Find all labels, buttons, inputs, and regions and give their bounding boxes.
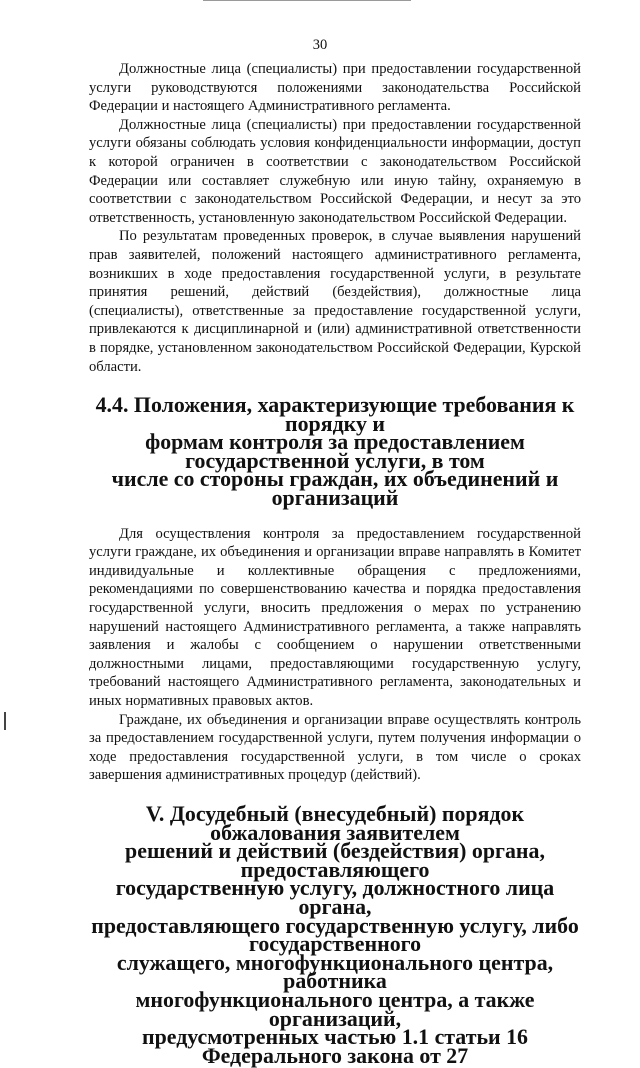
section-4-4-heading-line: формам контроля за предоставлением государственной услуги, в том	[145, 429, 525, 473]
paragraph-confidentiality: Должностные лица (специалисты) при предоставлении государственной услуги обязаны соблюдать условия конфиденциальности информации, доступ к которой ограничен в соответствии с законодательством Российской Федерации или составляет служебную или иную тайну, охраняемую в соответствии с законодательством Российской Федерации, и несут за это ответственность, установленную законодательством Российской Федерации.	[89, 116, 581, 226]
section-5-heading-line: служащего, многофункционального центра, работника	[116, 949, 554, 994]
section-5-heading-line: предоставляющего государственную услугу, либо государственного	[91, 912, 579, 957]
paragraph-citizens-rights: Граждане, их объединения и организации вправе осуществлять контроль за предоставлением государственной услуги, путем получения информации о ходе предоставления государственной услуги, в том числе о сроках завершения административных процедур (действий).	[89, 711, 581, 784]
section-5-heading	[89, 800, 581, 1068]
section-5-heading-line: решений и действий (бездействия) органа, предоставляющего	[125, 838, 545, 882]
section-4-4-heading-line: числе со стороны граждан, их объединений и организаций	[111, 466, 559, 511]
scan-top-edge	[203, 0, 411, 1]
paragraph-inspection-results: По результатам проведенных проверок, в случае выявления нарушений прав заявителей, положений настоящего административного регламента, возникших в ходе предоставления государственной услуги, в результате принятия решений, действий (бездействия), должностные лица (специалисты), ответственные за предоставление государственной услуги, привлекаются к дисциплинарной и (или) административной ответственности в порядке, установленном законодательством Российской Федерации, Курской области.	[89, 228, 581, 375]
section-5-heading-line: V. Досудебный (внесудебный) порядок обжалования заявителем	[145, 800, 525, 845]
section-5-heading-line: предусмотренных частью 1.1 статьи 16 Федерального закона от 27	[142, 1024, 528, 1068]
page-number: 30	[312, 37, 328, 53]
section-5-heading-line: государственную услугу, должностного лица органа,	[115, 875, 555, 919]
section-5-heading-line: многофункционального центра, а также организаций,	[135, 986, 535, 1031]
section-4-4-heading	[89, 392, 581, 511]
section-4-4-heading-line: 4.4. Положения, характеризующие требования к порядку и	[95, 392, 575, 436]
paragraph-officials-guided: Должностные лица (специалисты) при предоставлении государственной услуги руководствуются положениями законодательства Российской Федерации и настоящего Административного регламента.	[89, 61, 581, 115]
document-body	[89, 60, 581, 1068]
paragraph-citizens-control: Для осуществления контроля за предоставлением государственной услуги граждане, их объединения и организации вправе направлять в Комитет индивидуальные и коллективные обращения с предложениями, рекомендациями по совершенствованию качества и порядка предоставления государственной услуги, вносить предложения о мерах по устранению нарушений настоящего Административного регламента, а также направлять заявления и жалобы с сообщением о нарушении ответственными должностными лицами, предоставляющими государственную услугу, требований настоящего Административного регламента, законодательных и иных нормативных правовых актов.	[89, 525, 581, 709]
scan-margin-mark	[4, 712, 6, 730]
